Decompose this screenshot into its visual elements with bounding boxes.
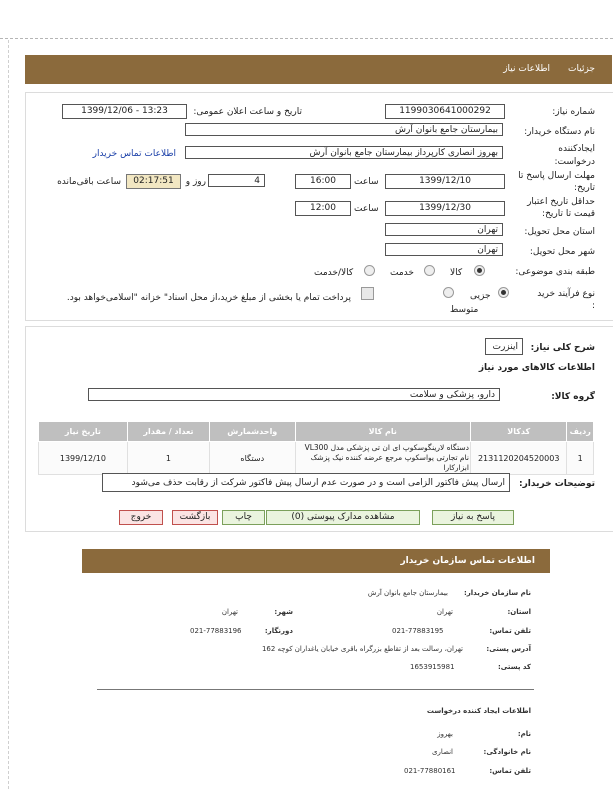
family-value: انصاری bbox=[432, 748, 453, 756]
treasury-checkbox[interactable] bbox=[361, 287, 374, 300]
category-label: طبقه بندی موضوعی: bbox=[515, 267, 595, 277]
need-no-field: 1199030641000292 bbox=[385, 104, 505, 119]
fax-label: دورنگار: bbox=[264, 627, 293, 635]
col-header-qty: تعداد / مقدار bbox=[127, 422, 209, 442]
name-value: بهروز bbox=[437, 730, 453, 738]
desc-label: شرح کلی نیاز: bbox=[530, 343, 595, 353]
creator-phone-label: تلفن تماس: bbox=[489, 767, 531, 775]
goods-info-title: اطلاعات کالاهای مورد نیاز bbox=[478, 363, 595, 373]
need-no-label: شماره نیاز: bbox=[552, 107, 595, 117]
category-option-goods: کالا bbox=[450, 268, 463, 278]
col-header-date: تاریخ نیاز bbox=[39, 422, 128, 442]
validity-time-field: 12:00 bbox=[295, 201, 351, 216]
deadline-time-field: 16:00 bbox=[295, 174, 351, 189]
remaining-time-box: 02:17:51 bbox=[126, 174, 181, 189]
col-header-name: نام کالا bbox=[295, 422, 470, 442]
name-label: نام: bbox=[517, 730, 531, 738]
province-field: تهران bbox=[385, 223, 503, 236]
category-radio-service[interactable] bbox=[424, 265, 435, 276]
phone-label: تلفن تماس: bbox=[489, 627, 531, 635]
table-header-row bbox=[39, 422, 594, 442]
cell-unit: دستگاه bbox=[210, 442, 296, 475]
side-divider bbox=[8, 40, 9, 789]
city-label: شهر محل تحویل: bbox=[529, 247, 595, 257]
process-radio-minor[interactable] bbox=[498, 287, 509, 298]
postal-value: 1653915981 bbox=[410, 663, 455, 671]
category-radio-goods[interactable] bbox=[474, 265, 485, 276]
buyer-notes-label: توضیحات خریدار: bbox=[519, 479, 595, 489]
tab-need-info[interactable]: اطلاعات نیاز bbox=[503, 64, 550, 74]
creator-info-title: اطلاعات ایجاد کننده درخواست bbox=[426, 707, 531, 715]
print-button[interactable]: چاپ bbox=[222, 510, 265, 525]
family-label: نام خانوادگی: bbox=[483, 748, 531, 756]
deadline-time-label: ساعت bbox=[354, 177, 379, 187]
tab-details[interactable]: جزئیات bbox=[568, 64, 595, 74]
phone-value: 021-77883195 bbox=[392, 627, 444, 635]
org-value: بیمارستان جامع بانوان آرش bbox=[367, 589, 448, 597]
buyer-label: نام دستگاه خریدار: bbox=[524, 127, 595, 137]
col-header-code: کدکالا bbox=[470, 422, 566, 442]
category-option-both: کالا/خدمت bbox=[314, 268, 354, 278]
address-label: آدرس پستی: bbox=[486, 645, 531, 653]
col-header-unit: واحدشمارش bbox=[210, 422, 296, 442]
category-option-service: خدمت bbox=[390, 268, 414, 278]
creator-field: بهروز انصاری کارپرداز بیمارستان جامع بانوان آرش bbox=[185, 146, 503, 159]
province-contact-label: استان: bbox=[507, 608, 531, 616]
days-field: 4 bbox=[208, 174, 265, 187]
process-label: نوع فرآیند خرید : bbox=[537, 289, 595, 311]
buyer-field: بیمارستان جامع بانوان آرش bbox=[185, 123, 503, 136]
exit-button[interactable]: خروج bbox=[119, 510, 163, 525]
announce-label: تاریخ و ساعت اعلان عمومی: bbox=[193, 107, 302, 117]
buyer-notes-field: ارسال پیش فاکتور الزامی است و در صورت عدم ارسال پیش فاکتور شرکت از رقابت حذف می‌شود bbox=[102, 473, 510, 492]
group-label: گروه کالا: bbox=[551, 392, 595, 402]
days-label: روز و bbox=[185, 177, 206, 187]
org-label: نام سازمان خریدار: bbox=[463, 589, 531, 597]
announce-field: 1399/12/06 - 13:23 bbox=[62, 104, 187, 119]
page-header bbox=[25, 55, 612, 84]
goods-table bbox=[38, 421, 594, 475]
postal-label: کد پستی: bbox=[497, 663, 531, 671]
cell-name: دستگاه لارینگوسکوپ ای ان تی پزشکی مدل VL300 نام تجارتی یواسکوپ مرجع عرضه کننده نیک پزشک ابزارکارا bbox=[295, 442, 470, 475]
deadline-date-field: 1399/12/10 bbox=[385, 174, 505, 189]
creator-label: ایجادکننده درخواست: bbox=[554, 144, 595, 167]
fax-value: 021-77883196 bbox=[190, 627, 242, 635]
cell-qty: 1 bbox=[127, 442, 209, 475]
remaining-label: ساعت باقی‌مانده bbox=[57, 177, 121, 187]
cell-code: 2131120204520003 bbox=[470, 442, 566, 475]
contact-header bbox=[82, 549, 550, 573]
validity-time-label: ساعت bbox=[354, 204, 379, 214]
category-radio-both[interactable] bbox=[364, 265, 375, 276]
process-option-medium: متوسط bbox=[450, 305, 479, 315]
validity-date-field: 1399/12/30 bbox=[385, 201, 505, 216]
creator-phone-value: 021-77880161 bbox=[404, 767, 456, 775]
treasury-note: پرداخت تمام یا بخشی از مبلغ خرید،از محل اسناد" خزانه "اسلامی‌خواهد بود. bbox=[66, 293, 351, 303]
deadline-label: مهلت ارسال پاسخ تا تاریخ: bbox=[518, 171, 595, 193]
province-label: استان محل تحویل: bbox=[524, 227, 595, 237]
top-divider bbox=[0, 38, 613, 39]
back-button[interactable]: بازگشت bbox=[172, 510, 218, 525]
city-field: تهران bbox=[385, 243, 503, 256]
process-radio-medium[interactable] bbox=[443, 287, 454, 298]
validity-label: حداقل تاریخ اعتبار قیمت تا تاریخ: bbox=[527, 197, 595, 219]
cell-date: 1399/12/10 bbox=[39, 442, 128, 475]
city-contact-label: شهر: bbox=[274, 608, 293, 616]
attachments-button[interactable]: مشاهده مدارک پیوستی (0) bbox=[266, 510, 420, 525]
address-value: تهران، رسالت بعد از تقاطع بزرگراه باقری خیابان یاغداران کوچه 162 bbox=[261, 645, 463, 653]
table-row bbox=[39, 442, 594, 475]
desc-field: اینزرت bbox=[485, 338, 523, 355]
contact-divider bbox=[97, 689, 534, 690]
cell-row: 1 bbox=[567, 442, 594, 475]
reply-button[interactable]: پاسخ به نیاز bbox=[432, 510, 514, 525]
buyer-contact-link[interactable]: اطلاعات تماس خریدار bbox=[92, 149, 176, 159]
col-header-row: ردیف bbox=[567, 422, 594, 442]
province-contact-value: تهران bbox=[436, 608, 453, 616]
group-field: دارو، پزشکی و سلامت bbox=[88, 388, 500, 401]
city-contact-value: تهران bbox=[221, 608, 238, 616]
process-option-minor: جزیی bbox=[470, 291, 491, 301]
contact-title: اطلاعات تماس سازمان خریدار bbox=[400, 556, 535, 566]
